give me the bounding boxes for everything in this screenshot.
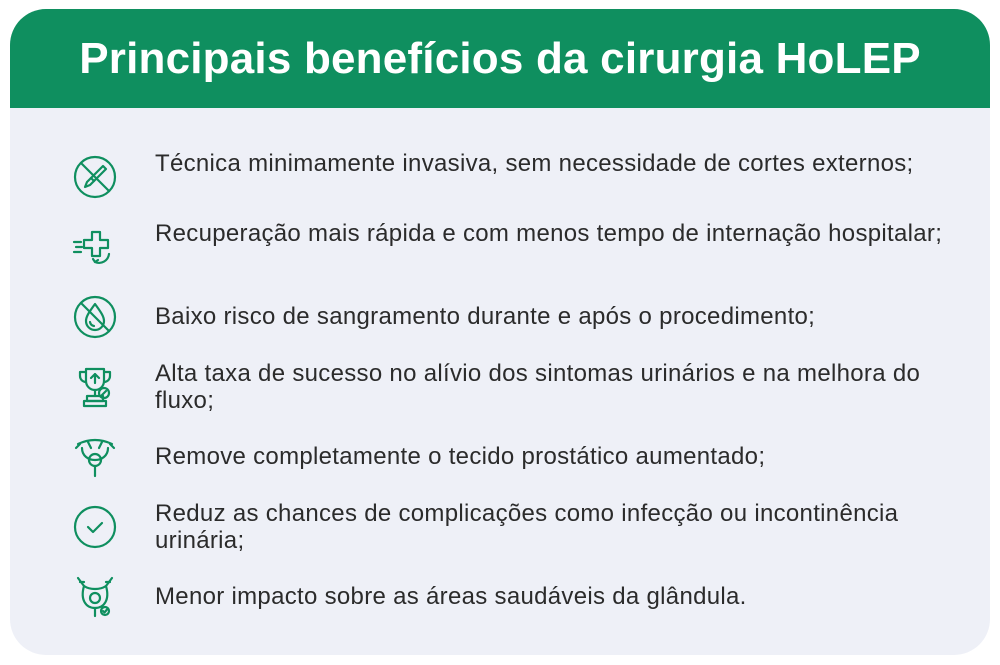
list-item — [10, 430, 990, 484]
list-item-text: Menor impacto sobre as áreas saudáveis da glândula. — [155, 583, 747, 610]
page-title: Principais benefícios da cirurgia HoLEP — [79, 33, 921, 83]
list-item-text: Remove completamente o tecido prostático aumentado; — [155, 443, 766, 470]
list-item — [10, 290, 990, 344]
list-item-text: Reduz as chances de complicações como infecção ou incontinência urinária; — [155, 500, 899, 554]
list-item-text: Baixo risco de sangramento durante e após o procedimento; — [155, 303, 816, 330]
header-bar — [10, 9, 990, 108]
benefits-card — [10, 9, 990, 655]
prostate-organ-icon — [72, 434, 118, 480]
list-item — [10, 570, 990, 624]
list-item — [10, 220, 990, 274]
list-item-text: Técnica minimamente invasiva, sem necessidade de cortes externos; — [155, 150, 914, 177]
success-trophy-icon — [72, 364, 118, 410]
list-item-text: Recuperação mais rápida e com menos tempo de internação hospitalar; — [155, 220, 943, 247]
no-scalpel-icon — [72, 154, 118, 200]
list-item-text: Alta taxa de sucesso no alívio dos sintomas urinários e na melhora do fluxo; — [155, 360, 921, 414]
list-item — [10, 360, 990, 414]
fast-recovery-cross-icon — [72, 224, 118, 270]
healthy-gland-icon — [72, 574, 118, 620]
list-item — [10, 500, 990, 554]
no-bleeding-drop-icon — [72, 294, 118, 340]
list-item — [10, 150, 990, 204]
check-circle-icon — [72, 504, 118, 550]
